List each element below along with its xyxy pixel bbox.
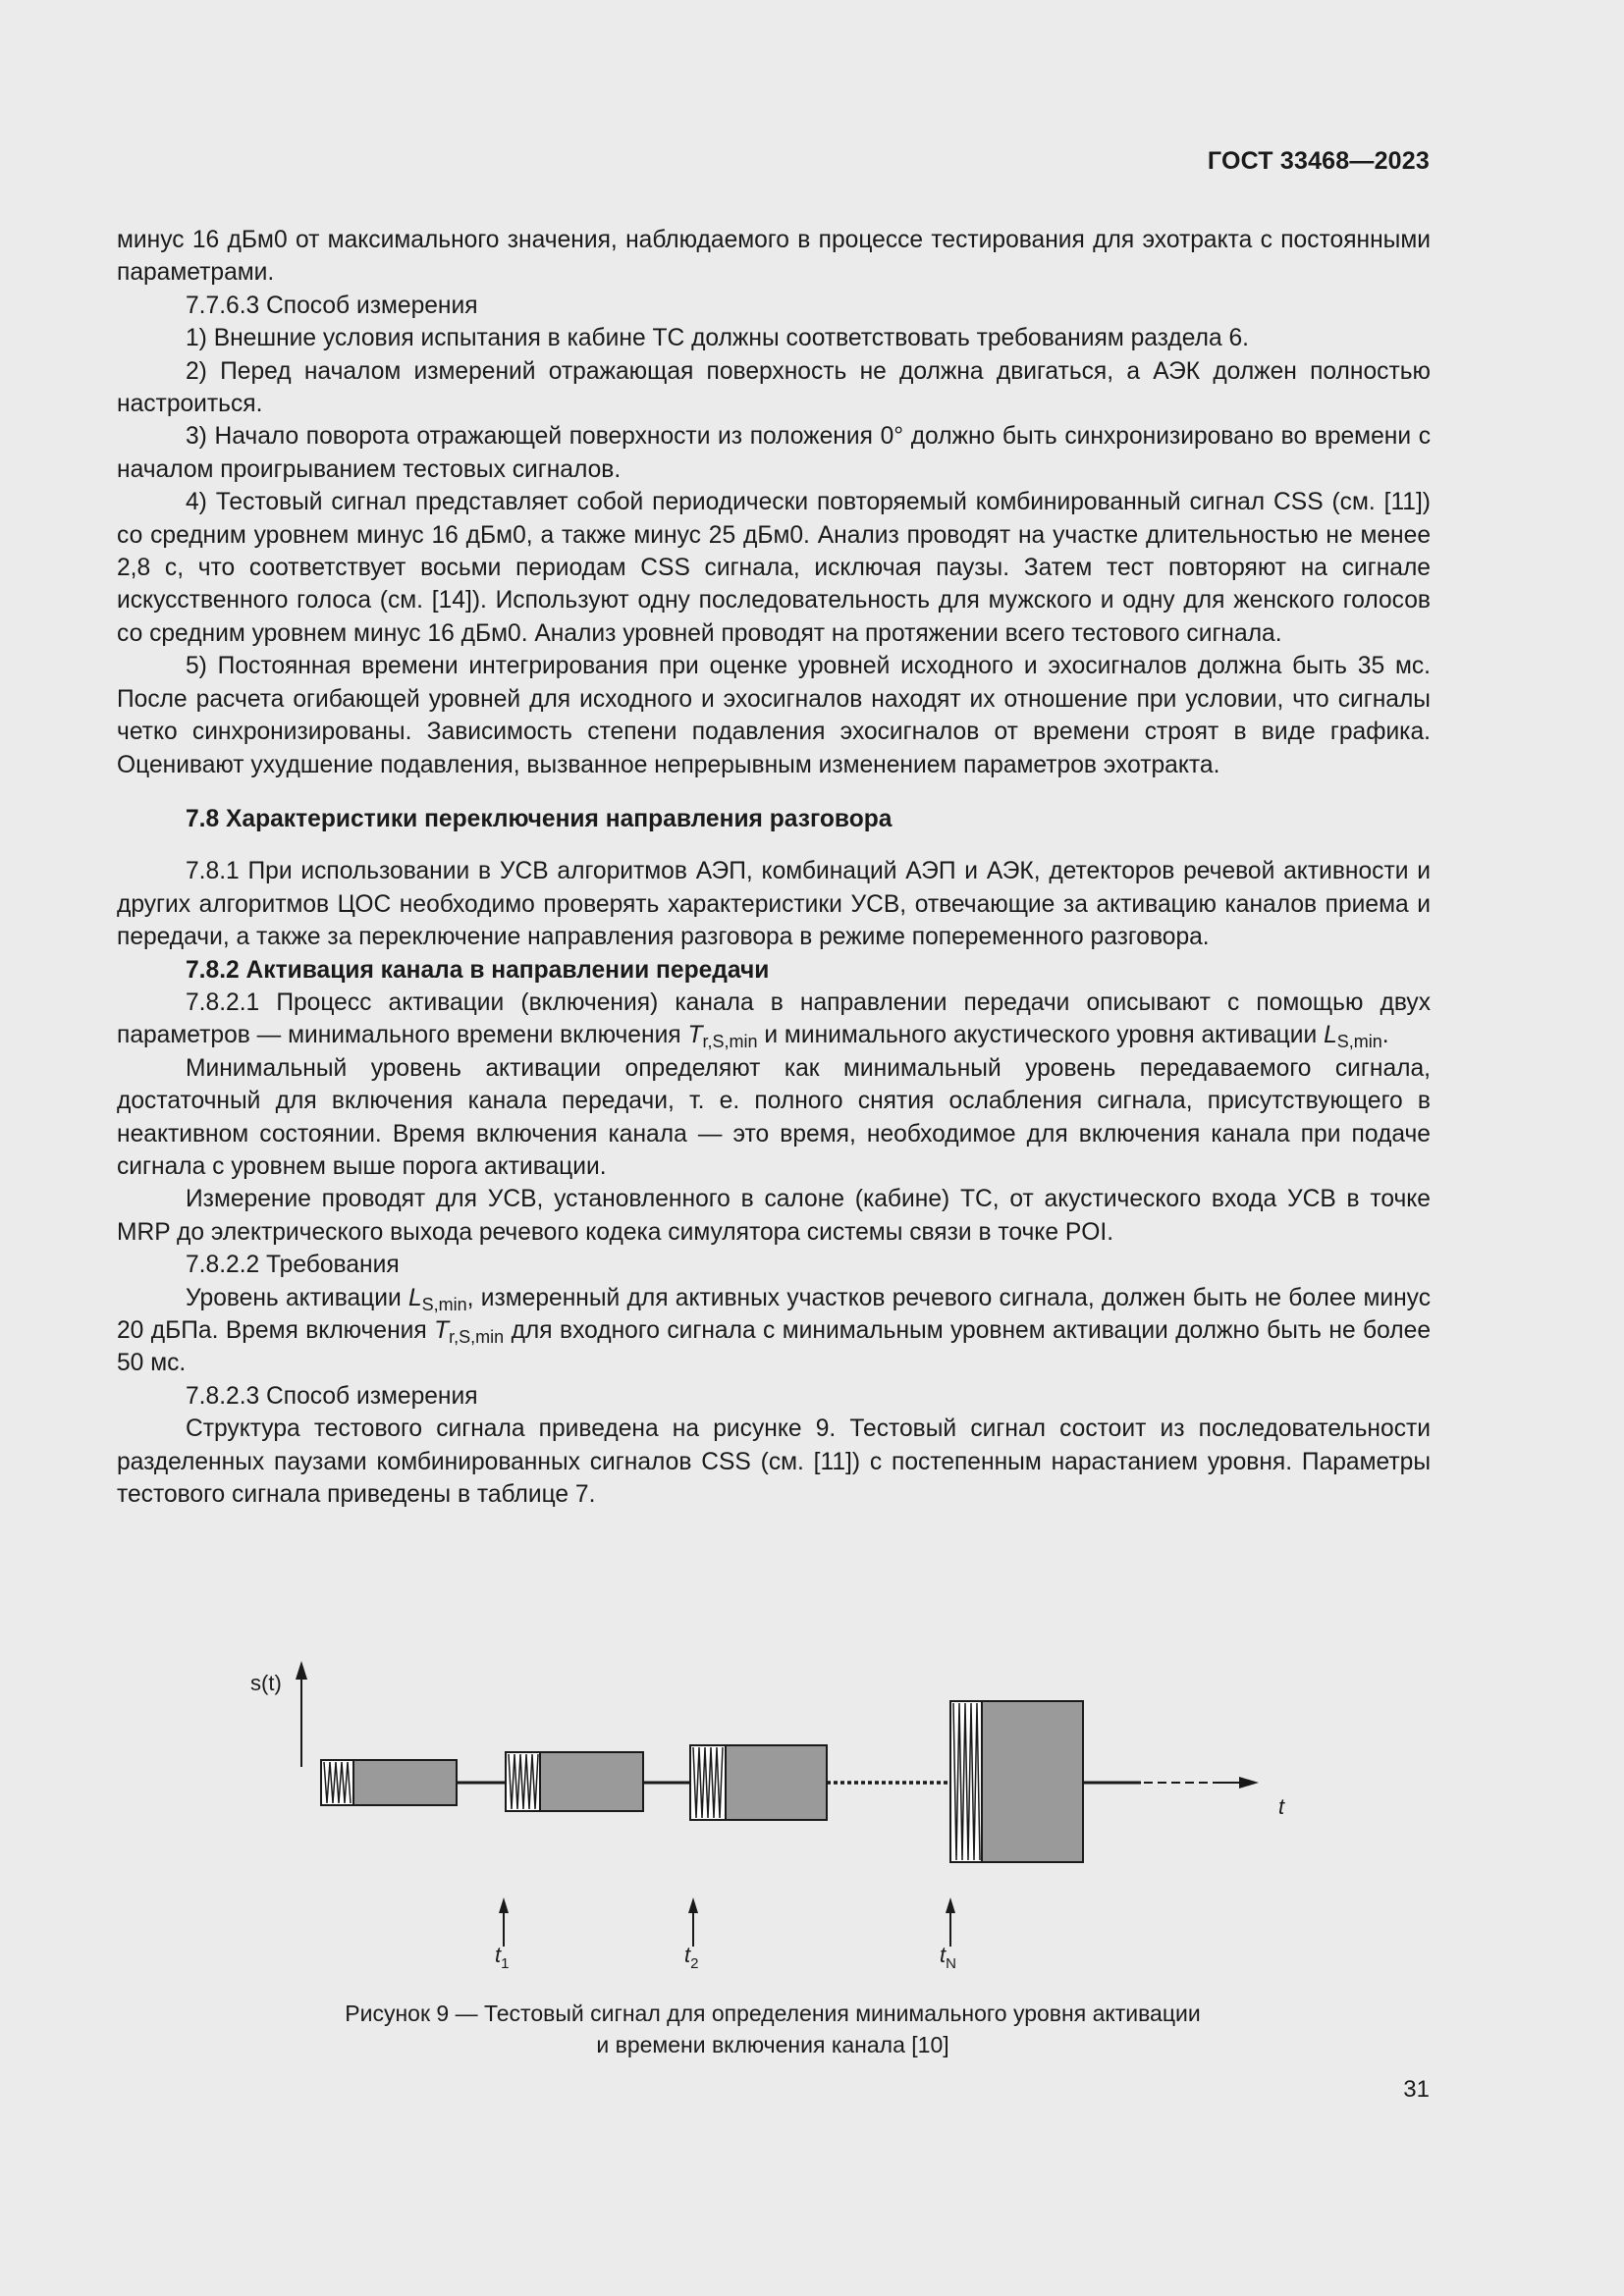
body-text: [117, 224, 1431, 1511]
text-run: для входного сигнала с минимальным уровнем активации должно быть не более 50 мс.: [117, 1317, 1431, 1377]
marker-arrowhead: [499, 1897, 509, 1913]
symbol-L-subscript: S,min: [421, 1294, 467, 1314]
paragraph: 3) Начало поворота отражающей поверхности из положения 0° должно быть синхронизировано во времени с началом проигрыванием тестовых сигналов.: [117, 423, 1431, 483]
y-axis-label: [250, 1671, 282, 1695]
symbol-T: T: [434, 1317, 450, 1344]
symbol-L: L: [1324, 1022, 1337, 1049]
marker-t2: [684, 1897, 698, 1972]
marker-base: t: [684, 1943, 691, 1967]
marker-tn: [940, 1897, 956, 1972]
paragraph: 1) Внешние условия испытания в кабине ТС должны соответствовать требованиям раздела 6.: [186, 325, 1249, 352]
text-run: Уровень активации: [186, 1284, 408, 1311]
marker-label: [684, 1943, 698, 1972]
paragraph: Измерение проводят для УСВ, установленного в салоне (кабине) ТС, от акустического входа УСВ в точке MRP до электрического выхода речевого кодека симулятора системы связи в точке POI.: [117, 1186, 1431, 1246]
marker-label: [495, 1943, 509, 1972]
symbol-T-subscript: r,S,min: [702, 1032, 758, 1052]
marker-t1: [495, 1897, 509, 1972]
symbol-T-subscript: r,S,min: [449, 1327, 505, 1347]
text-run: , измеренный для активных участков речевого сигнала, должен быть не более минус 20 дБПа. Время включения: [117, 1284, 1431, 1344]
section-heading-7-8: 7.8 Характеристики переключения направления разговора: [186, 805, 893, 832]
css-signal-2: [506, 1752, 643, 1811]
paragraph: Минимальный уровень активации определяют как минимальный уровень передаваемого сигнала, достаточный для включения канала передачи, т. е. полного снятия ослабления сигнала, присутствующего в неактивном состоянии. Время включения канала — это время, необходимое для включения канала при подаче сигнала с уровнем выше порога активации.: [117, 1054, 1431, 1180]
marker-label: [940, 1943, 956, 1972]
symbol-L-subscript: S,min: [1336, 1032, 1382, 1052]
page-number: 31: [1403, 2076, 1430, 2103]
paragraph-requirements: [117, 1282, 1431, 1380]
paragraph: 7.8.1 При использовании в УСВ алгоритмов АЭП, комбинаций АЭП и АЭК, детекторов речевой активности и других алгоритмов ЦОС необходимо проверять характеристики УСВ, отвечающие за активацию каналов приема и передачи, а также за переключение направления разговора в режиме попеременного разговора.: [117, 858, 1431, 951]
y-axis-label-text: s(t): [250, 1671, 282, 1695]
marker-subscript: 2: [690, 1955, 699, 1972]
symbol-T: T: [687, 1022, 703, 1049]
figure-9-test-signal: [236, 1654, 1326, 1988]
signal-diagram: [236, 1654, 1326, 1988]
time-axis-label: [1278, 1794, 1285, 1819]
css-signal-3: [690, 1745, 827, 1820]
text-run: и минимального акустического уровня активации: [757, 1022, 1325, 1049]
marker-arrowhead: [946, 1897, 955, 1913]
y-axis-arrowhead: [296, 1661, 307, 1680]
time-axis-label-text: t: [1278, 1794, 1285, 1819]
paragraph: 4) Тестовый сигнал представляет собой периодически повторяемый комбинированный сигнал CSS (см. [11]) со средним уровнем минус 16 дБм0, а также минус 25 дБм0. Анализ проводят на участке длительностью не менее 2,8 с, что соответствует восьми периодам CSS сигнала, исключая паузы. Затем тест повторяют на сигнале искусственного голоса (см. [14]). Используют одну последовательность для мужского и одну для женского голосов со средним уровнем минус 16 дБм0. Анализ уровней проводят на протяжении всего тестового сигнала.: [117, 489, 1431, 647]
section-heading-7-8-2: 7.8.2 Активация канала в направлении передачи: [186, 956, 770, 984]
paragraph: 5) Постоянная времени интегрирования при оценке уровней исходного и эхосигналов должна быть 35 мс. После расчета огибающей уровней для исходного и эхосигналов находят их отношение при условии, что сигналы четко синхронизированы. Зависимость степени подавления эхосигналов от времени строят в виде графика. Оценивают ухудшение подавления, вызванное непрерывным изменением параметров эхотракта.: [117, 653, 1431, 778]
paragraph-activation: [117, 987, 1431, 1052]
marker-base: t: [495, 1943, 502, 1967]
marker-base: t: [940, 1943, 947, 1967]
text-run: 7.8.2.1 Процесс активации (включения) канала в направлении передачи описывают с помощью двух параметров — минимального времени включения: [117, 988, 1431, 1049]
caption-line-1: Рисунок 9 — Тестовый сигнал для определения минимального уровня активации: [345, 2001, 1201, 2026]
subsection-title: 7.8.2.3 Способ измерения: [186, 1382, 478, 1410]
paragraph: Структура тестового сигнала приведена на рисунке 9. Тестовый сигнал состоит из последовательности разделенных паузами комбинированных сигналов CSS (см. [11]) с постепенным нарастанием уровня. Параметры тестового сигнала приведены в таблице 7.: [117, 1415, 1431, 1509]
symbol-L: L: [407, 1284, 422, 1311]
css-signal-n: [950, 1701, 1083, 1862]
time-axis-arrowhead: [1239, 1777, 1259, 1789]
subsection-title: 7.8.2.2 Требования: [186, 1252, 400, 1279]
css-signal-1: [321, 1760, 457, 1805]
marker-subscript: N: [946, 1955, 956, 1972]
marker-subscript: 1: [501, 1955, 510, 1972]
text-run: .: [1381, 1022, 1389, 1049]
subsection-title: 7.7.6.3 Способ измерения: [186, 292, 478, 319]
paragraph: 2) Перед началом измерений отражающая поверхность не должна двигаться, а АЭК должен полностью настроиться.: [117, 357, 1431, 418]
standard-number: ГОСТ 33468—2023: [1207, 147, 1430, 175]
marker-arrowhead: [688, 1897, 698, 1913]
figure-caption: [0, 1998, 1624, 2060]
caption-line-2: и времени включения канала [10]: [596, 2032, 949, 2057]
paragraph: минус 16 дБм0 от максимального значения, наблюдаемого в процессе тестирования для эхотракта с постоянными параметрами.: [117, 227, 1431, 287]
